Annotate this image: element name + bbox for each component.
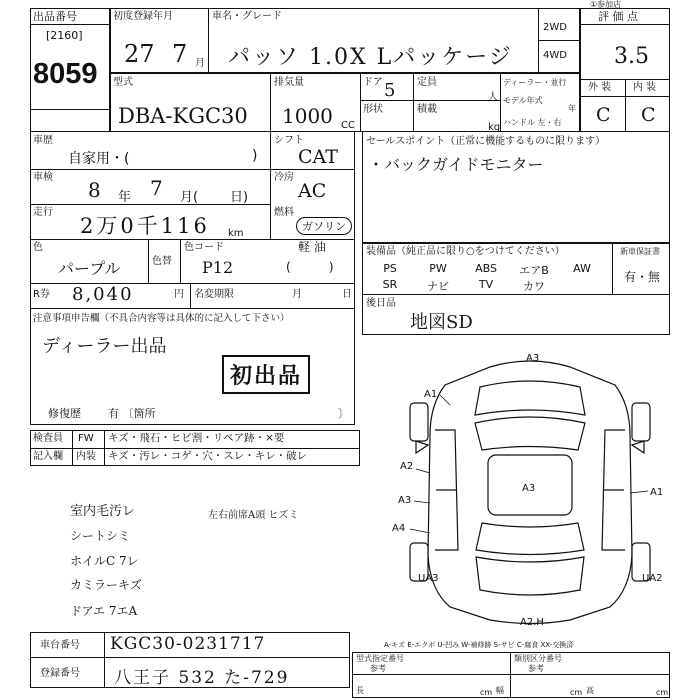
equipment-item: TV xyxy=(478,278,494,291)
repair-label: 修復歴 xyxy=(48,407,81,420)
handle-label: ハンドル 左・右 xyxy=(503,118,562,127)
color-code-value: P12 xyxy=(202,258,234,277)
inspector-line6: 左右前席A頭 ヒズミ xyxy=(208,510,299,521)
height-label: 高 xyxy=(586,686,594,695)
first-listing-stamp: 初出品 xyxy=(222,355,310,394)
divider xyxy=(180,239,181,283)
ref-label-1: 参考 xyxy=(370,664,386,673)
length-label: 長 xyxy=(356,686,364,695)
repaint-label: 色替 xyxy=(152,256,172,267)
name-change-unit2: 日 xyxy=(342,289,352,300)
divider xyxy=(580,24,670,25)
divider xyxy=(30,448,360,449)
color-value: パープル xyxy=(58,259,121,278)
divider xyxy=(270,73,271,132)
chassis-value: KGC30-0231717 xyxy=(110,634,266,654)
inspector-row1: キズ・飛石・ヒビ割・リペア跡・×要 xyxy=(108,432,285,444)
recycle-label: R券 xyxy=(33,289,50,300)
specs-left xyxy=(30,110,110,132)
equipment-item: エアB xyxy=(519,264,549,277)
mark-ua2-rear-right: UA2 xyxy=(642,573,663,584)
load-unit: kg xyxy=(488,122,501,133)
divider xyxy=(72,430,73,466)
damage-legend: A-キズ E-エクボ U-凹み W-補修跡 S-サビ C-腐食 XX-交換済 xyxy=(384,641,574,649)
ac-value: AC xyxy=(298,180,327,202)
fw-label: FW xyxy=(78,433,94,444)
equipment-label: 装備品（純正品に限り○をつけてください） xyxy=(366,246,565,257)
equipment-item: PW xyxy=(429,262,447,275)
inspection-year-unit: 年 xyxy=(118,190,132,205)
grade-value: 3.5 xyxy=(614,44,649,69)
interior-label: 内 装 xyxy=(633,82,657,93)
width-label: 幅 xyxy=(496,686,504,695)
divider xyxy=(352,674,670,675)
divider xyxy=(360,73,361,132)
lot-number: 8059 xyxy=(33,58,98,90)
name-change-label: 名変期限 xyxy=(194,289,234,300)
inspector-label: 検査員 xyxy=(33,433,63,444)
inspector-line4: カミラーキズ xyxy=(70,578,142,592)
car-name-label: 車名・グレード xyxy=(212,11,282,22)
drive-4wd: 4WD xyxy=(543,50,567,61)
mark-a3-roof: A3 xyxy=(522,483,536,494)
divider xyxy=(270,132,271,239)
mark-a1-right: A1 xyxy=(650,487,664,498)
color-code-label: 色コード xyxy=(184,242,224,253)
mileage-label: 走行 xyxy=(33,207,53,218)
drive-2wd: 2WD xyxy=(543,22,567,33)
mark-a3-left: A3 xyxy=(398,495,412,506)
equipment-item: SR xyxy=(382,278,398,291)
shift-value: CAT xyxy=(298,146,338,168)
repair-value: 有 〔箇所 xyxy=(108,407,156,420)
history-label: 車歴 xyxy=(33,135,53,146)
chassis-label: 車台番号 xyxy=(40,640,80,651)
month-unit: 月 xyxy=(195,58,205,69)
history-close: ) xyxy=(252,148,258,164)
divider xyxy=(104,658,105,688)
inspection-month: 7 xyxy=(150,176,163,200)
divider xyxy=(104,632,105,658)
rear-box xyxy=(362,295,670,335)
corner-note: ①参加店 xyxy=(590,0,622,9)
inspector-line3: ホイルC 7レ xyxy=(70,554,139,568)
equipment-item: PS xyxy=(383,262,397,275)
name-change-unit: 月 xyxy=(292,289,302,300)
cm-unit-3: cm xyxy=(656,688,669,697)
displacement-label: 排気量 xyxy=(274,77,304,88)
equipment-item: AW xyxy=(573,262,591,275)
fuel-paren: ( ) xyxy=(286,260,334,274)
inspection-year: 8 xyxy=(88,178,101,202)
model-designation-label: 型式指定番号 xyxy=(356,654,404,663)
model-year-label: モデル年式 xyxy=(503,96,543,105)
reg-month: 7 xyxy=(172,40,188,68)
warranty-value: 有・無 xyxy=(624,270,661,284)
exterior-value: C xyxy=(596,104,611,126)
entry-label: 記入欄 xyxy=(33,451,63,462)
divider xyxy=(413,73,414,132)
plate-value: 八王子 532 た-729 xyxy=(114,668,290,688)
mark-a4-left: A4 xyxy=(392,523,406,534)
equipment-item: カワ xyxy=(523,280,545,293)
doors-value: 5 xyxy=(384,80,396,101)
shape-label: 形状 xyxy=(363,104,383,115)
divider xyxy=(208,8,209,73)
doors-label: ドア xyxy=(363,77,383,88)
divider xyxy=(500,73,501,132)
displacement-value: 1000 xyxy=(282,104,333,128)
selling-value: ・バックガイドモニター xyxy=(368,155,544,174)
mark-ua3-rear-left: UA3 xyxy=(418,573,439,584)
divider xyxy=(510,652,511,698)
capacity-label: 定員 xyxy=(417,77,437,88)
divider xyxy=(580,96,670,97)
selling-label: セールスポイント（正常に機能するものに限ります） xyxy=(366,136,606,147)
cm-unit-2: cm xyxy=(570,688,583,697)
grade-label: 評 価 点 xyxy=(598,10,638,23)
category-label: 類別区分番号 xyxy=(514,654,562,663)
inspection-day-unit: 日) xyxy=(230,190,249,205)
history-value: 自家用・( xyxy=(68,151,130,167)
model-label: 型式 xyxy=(113,77,133,88)
notes-label: 注意事項申告欄（不具合内容等は具体的に記入して下さい） xyxy=(33,313,290,324)
inside-label: 内装 xyxy=(76,451,96,462)
dealer-label: ディーラー・並行 xyxy=(503,78,567,87)
fuel-diesel: 軽 油 xyxy=(298,240,326,254)
divider xyxy=(30,24,110,25)
shift-label: シフト xyxy=(274,135,304,146)
inspector-line5: ドアエ 7エA xyxy=(70,604,138,618)
mark-a2h-rear: A2.H xyxy=(520,617,544,628)
color-label: 色 xyxy=(33,242,43,253)
divider xyxy=(190,283,191,309)
inspector-row2: キズ・汚レ・コゲ・穴・スレ・キレ・破レ xyxy=(108,450,308,462)
inspector-line1: 室内毛汚レ xyxy=(70,504,136,519)
exterior-label: 外 装 xyxy=(588,82,612,93)
inspection-label: 車検 xyxy=(33,172,53,183)
rear-label: 後日品 xyxy=(366,298,396,309)
capacity-unit: 人 xyxy=(488,92,498,103)
inspection-month-unit: 月( xyxy=(180,190,199,205)
equipment-item: ABS xyxy=(475,262,497,275)
divider xyxy=(625,80,626,132)
divider xyxy=(104,430,105,466)
selling-box xyxy=(362,132,670,243)
mileage-unit: km xyxy=(228,228,244,239)
rear-value: 地図SD xyxy=(410,312,473,333)
lot-label: 出品番号 xyxy=(33,10,77,23)
reg-year: 27 xyxy=(124,40,155,68)
mark-a1-left: A1 xyxy=(424,389,438,400)
ac-label: 冷房 xyxy=(274,172,294,183)
car-name: パッソ 1.0X Lパッケージ xyxy=(228,45,513,70)
model-year-unit: 年 xyxy=(568,104,576,113)
car-diagram xyxy=(380,345,680,635)
interior-value: C xyxy=(641,104,656,126)
divider xyxy=(612,243,613,295)
model-value: DBA-KGC30 xyxy=(118,104,248,128)
ref-label-2: 参考 xyxy=(528,664,544,673)
equipment-item: ナビ xyxy=(427,280,449,293)
repair-close: 〕 xyxy=(338,407,349,420)
inspector-line2: シートシミ xyxy=(70,529,131,543)
recycle-unit: 円 xyxy=(174,289,184,300)
divider xyxy=(538,40,580,41)
mark-a2-left: A2 xyxy=(400,461,414,472)
lot-sub: [2160] xyxy=(46,29,83,42)
warranty-label: 新車保証書 xyxy=(620,247,660,256)
recycle-value: 8,040 xyxy=(72,284,134,305)
fuel-label: 燃料 xyxy=(274,207,294,218)
notes-line1: ディーラー出品 xyxy=(42,336,167,357)
divider xyxy=(360,100,500,101)
cm-unit-1: cm xyxy=(480,688,493,697)
mileage-value: 2万0千116 xyxy=(80,214,210,238)
load-label: 積載 xyxy=(417,104,437,115)
mark-a3-front: A3 xyxy=(526,353,540,364)
divider xyxy=(148,239,149,283)
plate-label: 登録番号 xyxy=(40,668,80,679)
displacement-unit: CC xyxy=(341,120,355,131)
first-reg-label: 初度登録年月 xyxy=(113,11,173,22)
divider xyxy=(30,169,355,170)
fuel-gas: ガソリン xyxy=(296,217,352,235)
